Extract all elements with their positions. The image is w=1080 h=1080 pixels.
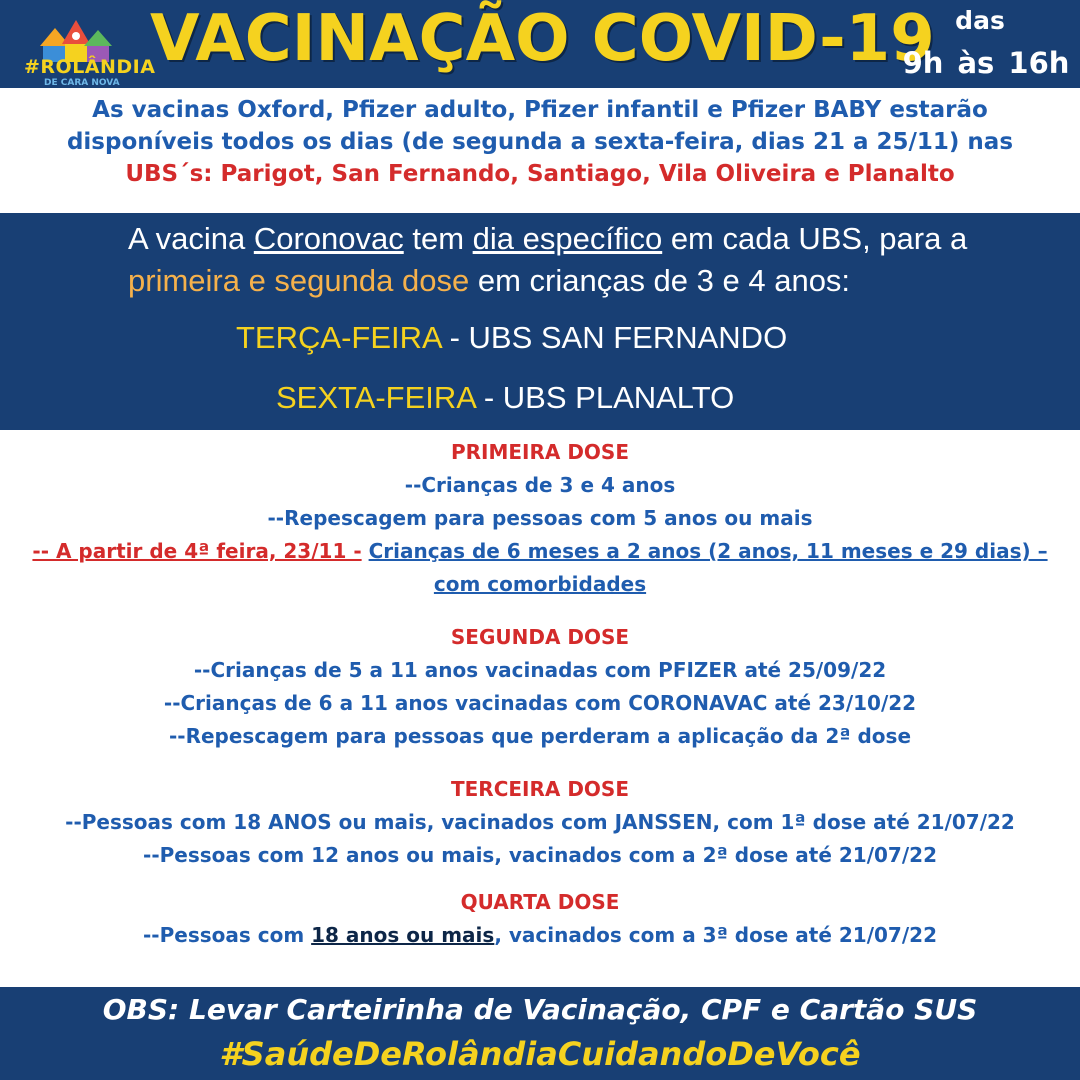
header-banner — [0, 0, 1080, 88]
text: em crianças de 3 e 4 anos: — [469, 263, 851, 298]
logo-text: #ROLÂNDIA — [24, 56, 156, 78]
coronovac-line — [128, 221, 967, 257]
ubs-name: - UBS SAN FERNANDO — [440, 320, 788, 355]
schedule-tuesday — [236, 320, 787, 356]
ubs-name: - UBS PLANALTO — [475, 380, 735, 415]
logo-subtitle: DE CARA NOVA — [44, 78, 120, 88]
hours-label: das — [955, 6, 1005, 35]
hours-value: 9h às 16h — [902, 46, 1070, 80]
dose-item — [0, 568, 1080, 601]
date-highlight: -- A partir de 4ª feira, 23/11 - — [32, 539, 362, 563]
dose-item: --Crianças de 5 a 11 anos vacinadas com PFIZER até 25/09/22 — [193, 658, 887, 682]
intro-text — [0, 94, 1080, 191]
city-logo — [10, 6, 156, 88]
text: em cada UBS, para a — [662, 221, 968, 256]
coronovac-line — [128, 263, 850, 299]
doses-section — [0, 436, 1080, 952]
footer-note: OBS: Levar Carteirinha de Vacinação, CPF e Cartão SUS — [102, 993, 978, 1026]
dose-item: --Crianças de 3 e 4 anos — [404, 473, 676, 497]
dose-title: SEGUNDA DOSE — [450, 625, 630, 649]
text: , vacinados com a 3ª dose até 21/07/22 — [494, 923, 937, 947]
dose-title: QUARTA DOSE — [460, 890, 620, 914]
text: tem — [403, 221, 473, 256]
dose-item: --Repescagem para pessoas com 5 anos ou mais — [267, 506, 813, 530]
text: --Pessoas com — [143, 923, 312, 947]
dose-item — [0, 919, 1080, 952]
dose-item — [0, 535, 1080, 568]
weekday: SEXTA-FEIRA — [276, 380, 476, 415]
weekday: TERÇA-FEIRA — [236, 320, 441, 355]
dose-item: --Crianças de 6 a 11 anos vacinadas com CORONAVAC até 23/10/22 — [163, 691, 917, 715]
text: Crianças de 6 meses a 2 anos (2 anos, 11 meses e 29 dias) – — [368, 539, 1048, 563]
dose-item: --Repescagem para pessoas que perderam a aplicação da 2ª dose — [168, 724, 912, 748]
intro-ubs-line: UBS´s: Parigot, San Fernando, Santiago, Vila Oliveira e Planalto — [125, 161, 955, 188]
coronovac-section — [0, 213, 1080, 430]
specific-day: dia específico — [472, 221, 663, 256]
page-title: VACINAÇÃO COVID-19 — [150, 2, 935, 76]
intro-line: disponíveis todos os dias (de segunda a sexta-feira, dias 21 a 25/11) nas — [66, 129, 1014, 156]
dose-title: TERCEIRA DOSE — [451, 777, 629, 801]
dose-highlight: primeira e segunda dose — [128, 263, 470, 298]
vaccine-name: Coronovac — [253, 221, 404, 256]
footer-hashtag: #SaúdeDeRolândiaCuidandoDeVocê — [219, 1035, 861, 1073]
text: A vacina — [128, 221, 254, 256]
text: com comorbidades — [433, 572, 647, 596]
dose-title: PRIMEIRA DOSE — [450, 440, 630, 464]
schedule-friday — [276, 380, 734, 416]
age-highlight: 18 anos ou mais — [311, 923, 495, 947]
dose-item: --Pessoas com 18 ANOS ou mais, vacinados com JANSSEN, com 1ª dose até 21/07/22 — [65, 810, 1015, 834]
intro-line: As vacinas Oxford, Pfizer adulto, Pfizer infantil e Pfizer BABY estarão — [92, 97, 988, 123]
footer-banner — [0, 987, 1080, 1080]
dose-item: --Pessoas com 12 anos ou mais, vacinados com a 2ª dose até 21/07/22 — [143, 843, 937, 867]
